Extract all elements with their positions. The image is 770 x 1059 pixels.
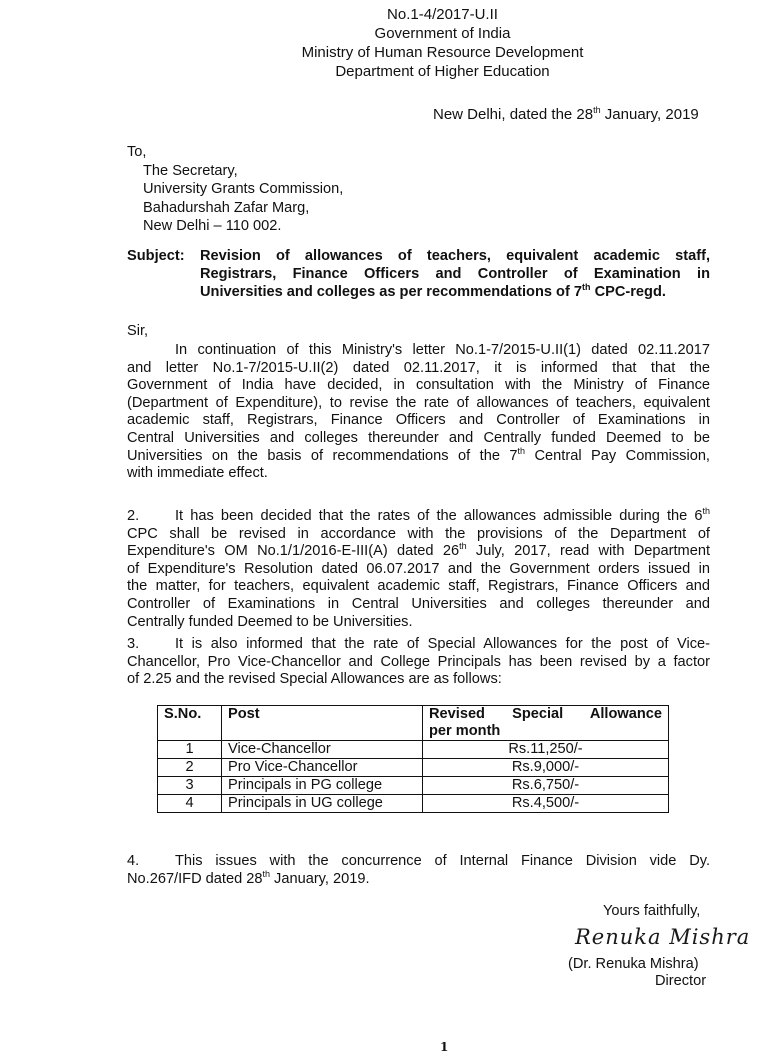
cell-post: Principals in PG college	[222, 777, 423, 795]
file-number: No.1-4/2017-U.II	[387, 6, 498, 23]
paragraph-number: 3.	[127, 636, 140, 652]
signatory-designation: Director	[655, 973, 707, 989]
subject-label: Subject:	[127, 248, 185, 264]
addressee-line: University Grants Commission,	[143, 181, 344, 197]
table-row	[158, 777, 669, 795]
table-row	[158, 759, 669, 777]
cell-sno: 1	[158, 741, 222, 759]
subject-line: Universities and colleges as per recommendations of 7th CPC-regd.	[200, 282, 666, 300]
salutation: Sir,	[127, 323, 149, 339]
to-label: To,	[127, 144, 147, 160]
table-row	[158, 795, 669, 813]
subject-line: Revision of allowances of teachers, equivalent academic staff,	[200, 248, 710, 264]
government-name: Government of India	[374, 25, 511, 42]
cell-sno: 2	[158, 759, 222, 777]
addressee-line: The Secretary,	[143, 162, 238, 179]
page-number: 1	[440, 1040, 449, 1054]
cell-amount: Rs.11,250/-	[423, 741, 669, 759]
table-header-row	[158, 706, 669, 741]
subject-block	[127, 247, 710, 301]
addressee-block	[127, 143, 343, 236]
cell-amount: Rs.6,750/-	[423, 777, 669, 795]
paragraph-number: 4.	[127, 853, 140, 869]
cell-amount: Rs.4,500/-	[423, 795, 669, 813]
subject-line: Registrars, Finance Officers and Controller of Examination in	[200, 266, 710, 282]
paragraph-3: 3. It is also informed that the rate of Special Allowances for the post of Vice- Chancellor, Pro Vice-Chancellor and College Principals has been revised by a factor of 2.25 and the revised Special Allowances are as follows:	[127, 636, 710, 688]
cell-post: Principals in UG college	[222, 795, 423, 813]
paragraph-number: 2.	[127, 508, 140, 524]
column-header-sno: S.No.	[158, 706, 222, 741]
dateline: New Delhi, dated the 28th January, 2019	[433, 105, 699, 123]
cell-sno: 4	[158, 795, 222, 813]
addressee-line: New Delhi – 110 002.	[143, 218, 282, 234]
addressee-line: Bahadurshah Zafar Marg,	[143, 199, 310, 216]
cell-post: Vice-Chancellor	[222, 741, 423, 759]
department-name: Department of Higher Education	[335, 63, 550, 80]
cell-post: Pro Vice-Chancellor	[222, 759, 423, 777]
signature: Renuka Mishra	[575, 925, 751, 949]
cell-amount: Rs.9,000/-	[423, 759, 669, 777]
signatory-name: (Dr. Renuka Mishra)	[568, 956, 699, 972]
cell-sno: 3	[158, 777, 222, 795]
paragraph-1: In continuation of this Ministry's letter No.1-7/2015-U.II(1) dated 02.11.2017 and letter No.1-7/2015-U.II(2) dated 02.11.2017, it is informed that that the Government of India have decided, in consultation with the Ministry of Finance (Department of Expenditure), to revise the rate of allowances of teachers, equivalent academic staff, Registrars, Finance Officers and Controller of Examinations in Central Universities and colleges thereunder and Centrally funded Deemed to be Universities on the basis of recommendations of the 7th Central Pay Commission, with immediate effect.	[127, 342, 710, 482]
paragraph-2: 2. It has been decided that the rates of the allowances admissible during the 6th CPC shall be revised in accordance with the provisions of the Department of Expenditure's OM No.1/1/2016-E-III(A) dated 26th July, 2017, read with Department of Expenditure's Resolution dated 06.07.2017 and the Government orders issued in the matter, for teachers, equivalent academic staff, Registrars, Finance Officers and Controller of Examinations in Central Universities and colleges thereunder and Centrally funded Deemed to be Universities.	[127, 506, 711, 630]
paragraph-4: 4. This issues with the concurrence of Internal Finance Division vide Dy. No.267/IFD dated 28th January, 2019.	[127, 853, 710, 887]
valediction: Yours faithfully,	[603, 903, 701, 919]
column-header-allowance: Revised Special Allowance per month	[423, 706, 669, 741]
ministry-name: Ministry of Human Resource Development	[301, 44, 584, 61]
column-header-post: Post	[222, 706, 423, 741]
table-row	[158, 741, 669, 759]
special-allowance-table	[157, 705, 669, 813]
